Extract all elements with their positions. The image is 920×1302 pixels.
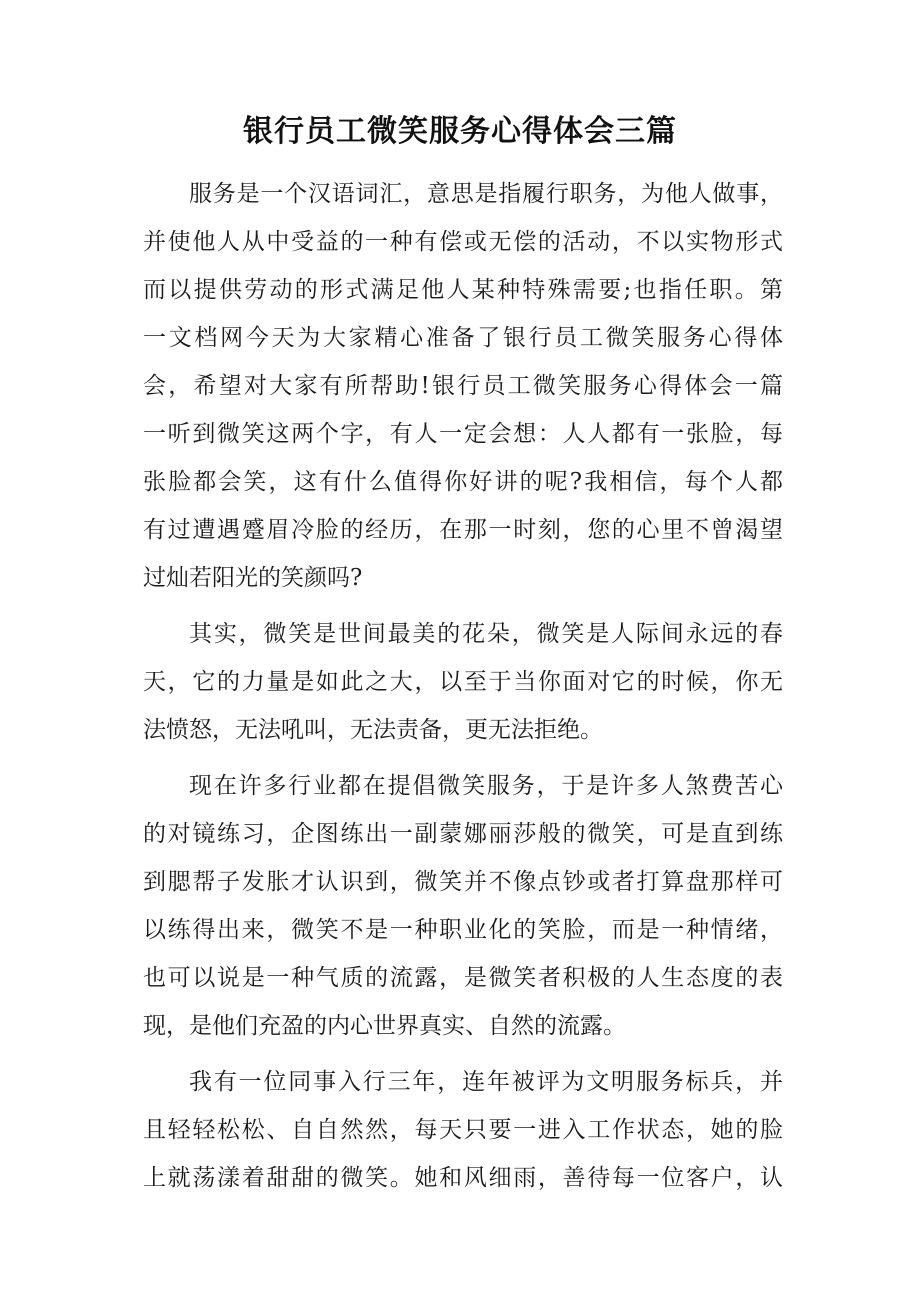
text-line: 一听到微笑这两个字，有人一定会想：人人都有一张脸，每 bbox=[143, 421, 783, 447]
text-line: 现，是他们充盈的内心世界真实、自然的流露。 bbox=[143, 1013, 626, 1039]
text-line: 有过遭遇蹙眉冷脸的经历，在那一时刻，您的心里不曾渴望 bbox=[143, 517, 783, 543]
text-line: 上就荡漾着甜甜的微笑。她和风细雨，善待每一位客户，认 bbox=[143, 1165, 783, 1191]
text-line: 一文档网今天为大家精心准备了银行员工微笑服务心得体 bbox=[143, 325, 783, 351]
paragraph-1 bbox=[143, 170, 783, 602]
paragraph-3 bbox=[143, 762, 783, 1050]
text-line: 且轻轻松松、自自然然，每天只要一进入工作状态，她的脸 bbox=[143, 1117, 783, 1143]
text-line: 到腮帮子发胀才认识到，微笑并不像点钞或者打算盘那样可 bbox=[143, 869, 783, 895]
text-line: 法愤怒，无法吼叫，无法责备，更无法拒绝。 bbox=[143, 717, 603, 743]
document-body bbox=[143, 170, 783, 1210]
text-line: 以练得出来，微笑不是一种职业化的笑脸，而是一种情绪， bbox=[143, 917, 783, 943]
paragraph-4 bbox=[143, 1058, 783, 1202]
text-line: 过灿若阳光的笑颜吗? bbox=[143, 565, 363, 591]
text-line: 会，希望对大家有所帮助!银行员工微笑服务心得体会一篇 bbox=[143, 373, 783, 399]
document-title: 银行员工微笑服务心得体会三篇 bbox=[243, 114, 677, 149]
text-line: 其实，微笑是世间最美的花朵，微笑是人际间永远的春 bbox=[189, 621, 783, 647]
text-line: 天，它的力量是如此之大，以至于当你面对它的时候，你无 bbox=[143, 669, 783, 695]
text-line: 也可以说是一种气质的流露，是微笑者积极的人生态度的表 bbox=[143, 965, 783, 991]
text-line: 张脸都会笑，这有什么值得你好讲的呢?我相信，每个人都 bbox=[143, 469, 783, 495]
text-line: 并使他人从中受益的一种有偿或无偿的活动，不以实物形式 bbox=[143, 229, 783, 255]
text-line: 服务是一个汉语词汇，意思是指履行职务，为他人做事， bbox=[189, 181, 783, 207]
paragraph-2 bbox=[143, 610, 783, 754]
text-line: 我有一位同事入行三年，连年被评为文明服务标兵，并 bbox=[189, 1069, 783, 1095]
text-line: 而以提供劳动的形式满足他人某种特殊需要;也指任职。第 bbox=[143, 277, 783, 303]
text-line: 的对镜练习，企图练出一副蒙娜丽莎般的微笑，可是直到练 bbox=[143, 821, 783, 847]
text-line: 现在许多行业都在提倡微笑服务，于是许多人煞费苦心 bbox=[189, 773, 783, 799]
